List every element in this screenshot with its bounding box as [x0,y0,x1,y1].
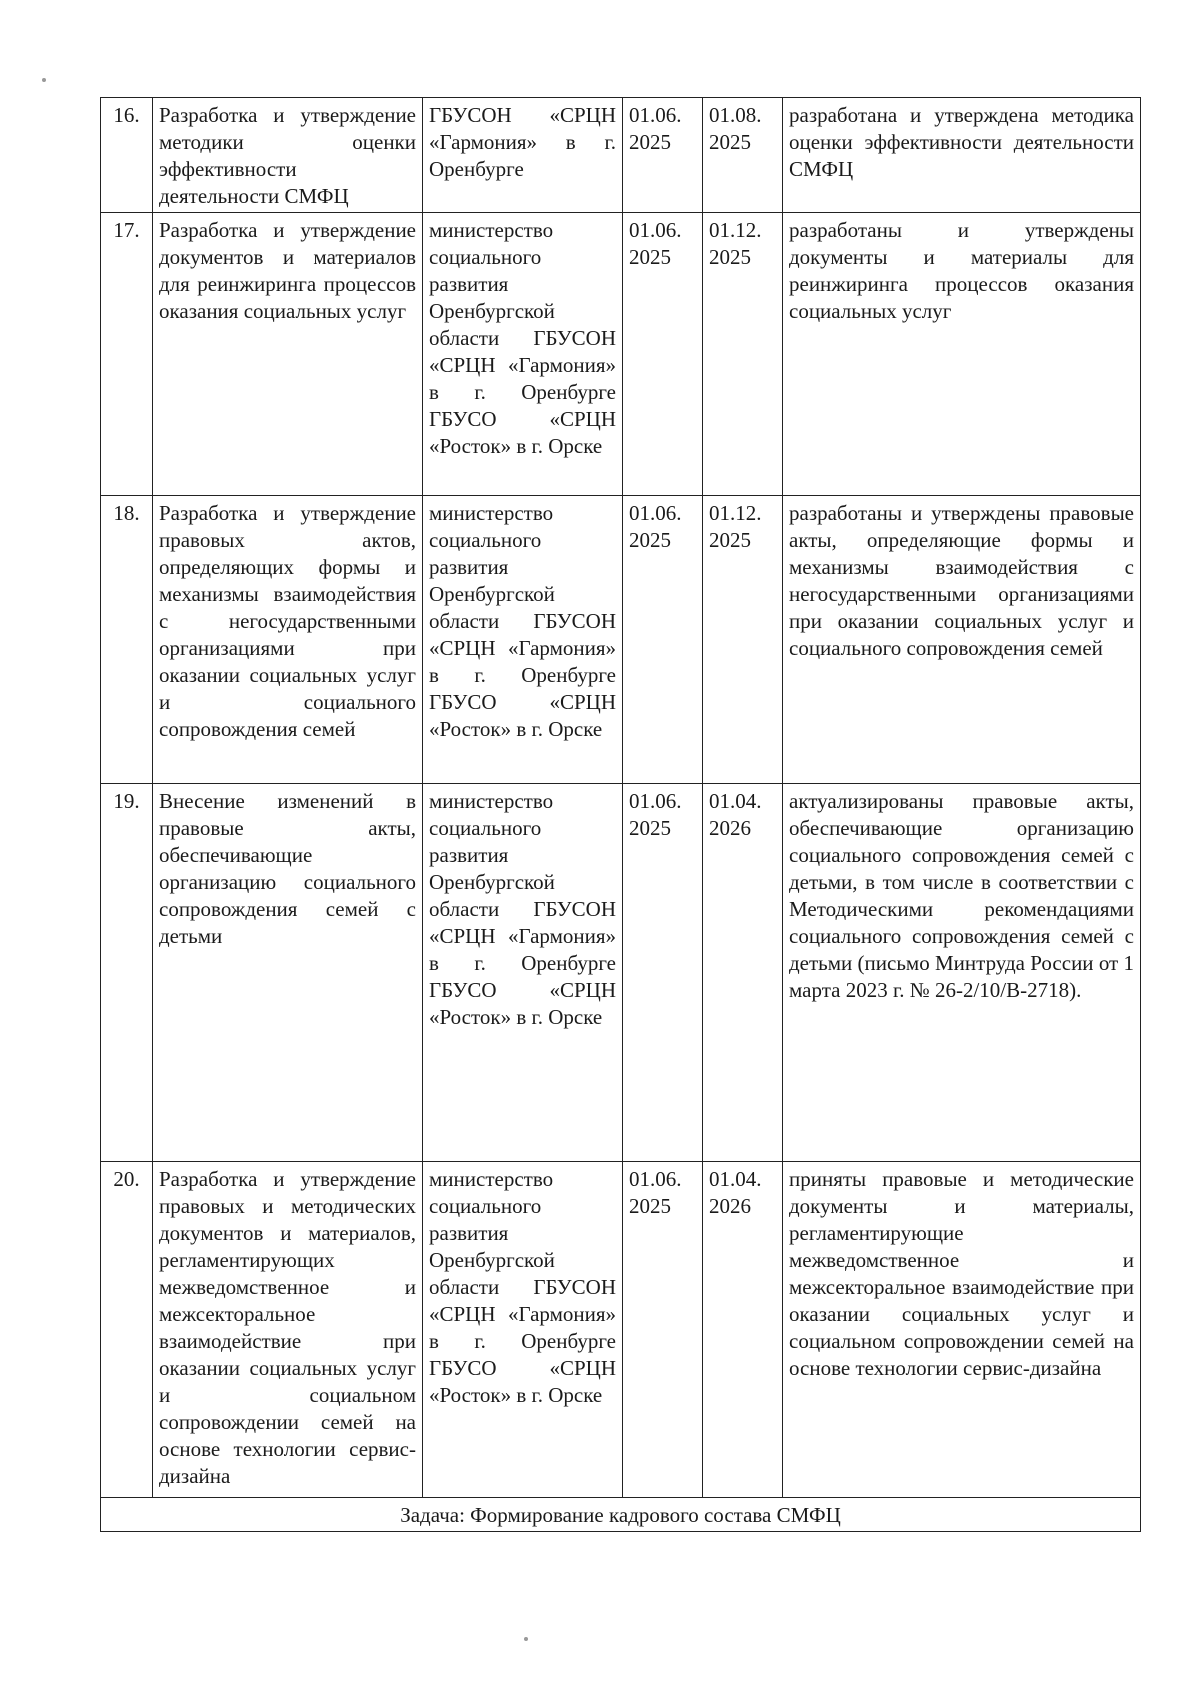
activity-cell: Разработка и утверждение методики оценки эффективности деятельности СМФЦ [153,98,423,213]
scan-speck [42,78,46,82]
start-date-cell: 01.06. 2025 [623,98,703,213]
row-number: 20. [101,1162,153,1498]
start-date-cell: 01.06. 2025 [623,784,703,1162]
row-number: 16. [101,98,153,213]
result-cell: разработаны и утверждены правовые акты, определяющие формы и механизмы взаимодействия с негосударственными организациями при оказании социальных услуг и социального сопровождения семей [783,496,1141,784]
end-date-cell: 01.12. 2025 [703,213,783,496]
activity-cell: Разработка и утверждение правовых актов, определяющих формы и механизмы взаимодействия с негосударственными организациями при оказании социальных услуг и социального сопровождения семей [153,496,423,784]
end-date-cell: 01.04. 2026 [703,1162,783,1498]
scan-speck [524,1637,528,1641]
start-date-cell: 01.06. 2025 [623,1162,703,1498]
result-cell: разработана и утверждена методика оценки эффективности деятельности СМФЦ [783,98,1141,213]
responsible-cell: министерство социального развития Оренбургской области ГБУСОН «СРЦН «Гармония» в г. Оренбурге ГБУСО «СРЦН «Росток» в г. Орске [423,784,623,1162]
table-row [101,1162,1141,1498]
task-heading: Задача: Формирование кадрового состава СМФЦ [101,1498,1141,1532]
activity-cell: Разработка и утверждение документов и материалов для реинжиринга процессов оказания социальных услуг [153,213,423,496]
row-number: 19. [101,784,153,1162]
table-row [101,784,1141,1162]
action-plan-table [100,97,1141,1532]
result-cell: актуализированы правовые акты, обеспечивающие организацию социального сопровождения семей с детьми, в том числе в соответствии с Методическими рекомендациями социального сопровождения семей с детьми (письмо Минтруда России от 1 марта 2023 г. № 26-2/10/В-2718). [783,784,1141,1162]
table-row [101,98,1141,213]
start-date-cell: 01.06. 2025 [623,496,703,784]
responsible-cell: министерство социального развития Оренбургской области ГБУСОН «СРЦН «Гармония» в г. Оренбурге ГБУСО «СРЦН «Росток» в г. Орске [423,496,623,784]
end-date-cell: 01.08. 2025 [703,98,783,213]
activity-cell: Внесение изменений в правовые акты, обеспечивающие организацию социального сопровождения семей с детьми [153,784,423,1162]
responsible-cell: министерство социального развития Оренбургской области ГБУСОН «СРЦН «Гармония» в г. Оренбурге ГБУСО «СРЦН «Росток» в г. Орске [423,1162,623,1498]
end-date-cell: 01.12. 2025 [703,496,783,784]
result-cell: приняты правовые и методические документы и материалы, регламентирующие межведомственное и межсекторальное взаимодействие при оказании социальных услуг и социальном сопровождении семей на основе технологии сервис-дизайна [783,1162,1141,1498]
start-date-cell: 01.06. 2025 [623,213,703,496]
activity-cell: Разработка и утверждение правовых и методических документов и материалов, регламентирующих межведомственное и межсекторальное взаимодействие при оказании социальных услуг и социальном сопровождении семей на основе технологии сервис-дизайна [153,1162,423,1498]
table-row [101,496,1141,784]
row-number: 17. [101,213,153,496]
row-number: 18. [101,496,153,784]
task-heading-row [101,1498,1141,1532]
result-cell: разработаны и утверждены документы и материалы для реинжиринга процессов оказания социальных услуг [783,213,1141,496]
end-date-cell: 01.04. 2026 [703,784,783,1162]
table-row [101,213,1141,496]
responsible-cell: министерство социального развития Оренбургской области ГБУСОН «СРЦН «Гармония» в г. Оренбурге ГБУСО «СРЦН «Росток» в г. Орске [423,213,623,496]
responsible-cell: ГБУСОН «СРЦН «Гармония» в г. Оренбурге [423,98,623,213]
document-page [100,97,1140,1532]
